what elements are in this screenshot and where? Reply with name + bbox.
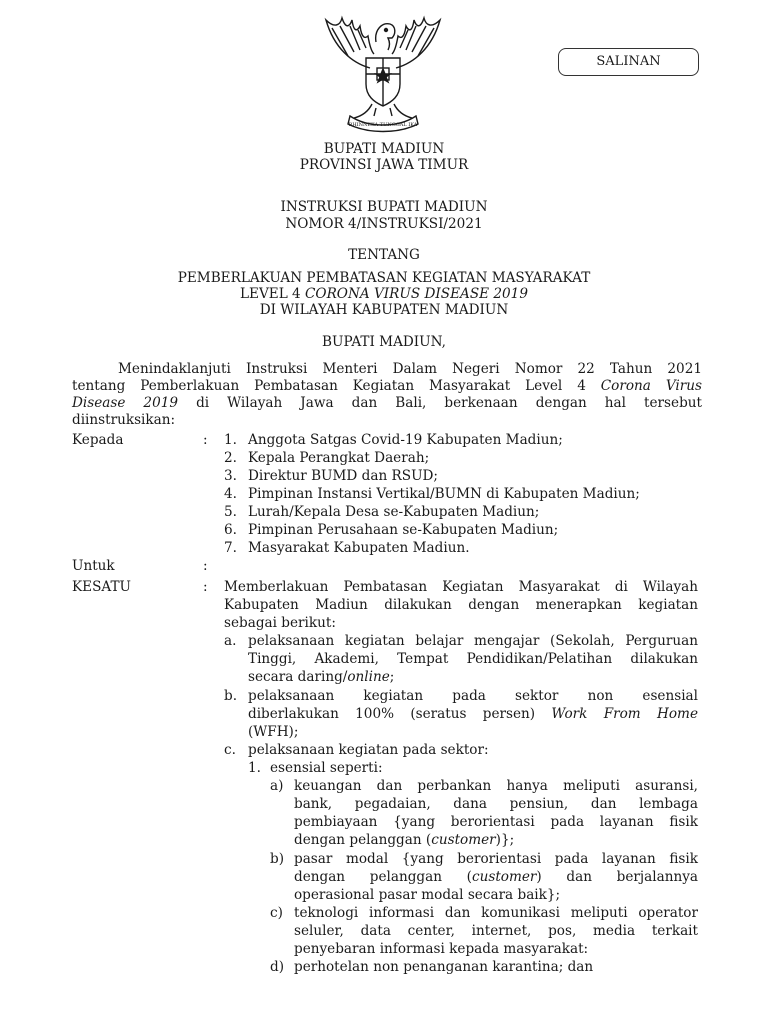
garuda-emblem-graphic	[312, 8, 454, 136]
garuda-emblem	[312, 8, 454, 136]
kepada-item-4: Pimpinan Instansi Vertikal/BUMN di Kabupaten Madiun;	[248, 486, 640, 502]
sub-a-line1: keuangan dan perbankan hanya meliputi asuransi,	[294, 778, 698, 794]
kepada-label: Kepada	[72, 432, 124, 448]
kesatu-intro-line3: sebagai berikut:	[224, 615, 336, 631]
preamble-line4: diinstruksikan:	[72, 412, 176, 428]
kepada-item-num-7: 7.	[224, 540, 237, 556]
point-b-line1: pelaksanaan kegiatan pada sektor non esensial	[248, 688, 698, 704]
sub-a-label: a)	[270, 778, 284, 794]
sub-a-line4: dengan pelanggan (customer)};	[294, 832, 515, 848]
emblem-motto: BHINNEKA TUNGGAL IKA	[348, 122, 418, 128]
header-line1: BUPATI MADIUN	[323, 141, 445, 157]
kepada-item-6: Pimpinan Perusahaan se-Kabupaten Madiun;	[248, 522, 559, 538]
kesatu-colon: :	[203, 579, 208, 595]
sub-c-line3: penyebaran informasi kepada masyarakat:	[294, 941, 589, 957]
subject-line1: PEMBERLAKUAN PEMBATASAN KEGIATAN MASYARAKAT	[177, 270, 591, 286]
point-a-line3: secara daring/online;	[248, 669, 395, 685]
kepada-colon: :	[203, 432, 208, 448]
sub-c-line1: teknologi informasi dan komunikasi meliputi operator	[294, 905, 698, 921]
point-c-label: c.	[224, 742, 236, 758]
point-c-line1: pelaksanaan kegiatan pada sektor:	[248, 742, 489, 758]
subject-line2: LEVEL 4 CORONA VIRUS DISEASE 2019	[240, 286, 528, 302]
point-b-label: b.	[224, 688, 238, 704]
point-a-line1: pelaksanaan kegiatan belajar mengajar (Sekolah, Perguruan	[248, 633, 698, 649]
point-a-line2: Tinggi, Akademi, Tempat Pendidikan/Pelatihan dilakukan	[248, 651, 698, 667]
kesatu-label: KESATU	[72, 579, 131, 595]
kepada-item-3: Direktur BUMD dan RSUD;	[248, 468, 439, 484]
kepada-item-num-3: 3.	[224, 468, 237, 484]
kepada-item-num-6: 6.	[224, 522, 237, 538]
preamble-line3: Disease 2019 di Wilayah Jawa dan Bali, berkenaan dengan hal tersebut	[72, 395, 702, 411]
sub-b-line2: dengan pelanggan (customer) dan berjalannya	[294, 869, 698, 885]
subject-line3: DI WILAYAH KABUPATEN MADIUN	[259, 302, 509, 318]
kepada-item-num-4: 4.	[224, 486, 237, 502]
point-c1-label: 1.	[248, 760, 261, 776]
kepada-item-num-1: 1.	[224, 432, 237, 448]
kesatu-intro-line1: Memberlakuan Pembatasan Kegiatan Masyarakat di Wilayah	[224, 579, 698, 595]
untuk-label: Untuk	[72, 558, 115, 574]
sub-b-label: b)	[270, 851, 285, 867]
sub-a-line2: bank, pegadaian, dana pensiun, dan lembaga	[294, 796, 698, 812]
sub-d-label: d)	[270, 959, 285, 975]
kepada-item-2: Kepala Perangkat Daerah;	[248, 450, 430, 466]
point-b-line2: diberlakukan 100% (seratus persen) Work From Home	[248, 706, 698, 722]
salinan-badge: SALINAN	[558, 48, 699, 76]
kepada-item-1: Anggota Satgas Covid-19 Kabupaten Madiun;	[248, 432, 563, 448]
sub-c-label: c)	[270, 905, 283, 921]
point-c1-text: esensial seperti:	[270, 760, 383, 776]
header-line2: PROVINSI JAWA TIMUR	[299, 157, 469, 173]
kepada-item-5: Lurah/Kepala Desa se-Kabupaten Madiun;	[248, 504, 540, 520]
preamble-line2: tentang Pemberlakuan Pembatasan Kegiatan Masyarakat Level 4 Corona Virus	[72, 378, 702, 394]
sub-d-line1: perhotelan non penanganan karantina; dan	[294, 959, 594, 975]
kesatu-intro-line2: Kabupaten Madiun dilakukan dengan menerapkan kegiatan	[224, 597, 698, 613]
untuk-colon: :	[203, 558, 208, 574]
sub-b-line3: operasional pasar modal secara baik};	[294, 887, 561, 903]
instruction-about: TENTANG	[348, 247, 420, 263]
instruction-title: INSTRUKSI BUPATI MADIUN	[280, 199, 488, 215]
issuer: BUPATI MADIUN,	[322, 334, 446, 350]
kepada-item-num-2: 2.	[224, 450, 237, 466]
kepada-item-7: Masyarakat Kabupaten Madiun.	[248, 540, 470, 556]
sub-a-line3: pembiayaan {yang berorientasi pada layanan fisik	[294, 814, 698, 830]
instruction-number: NOMOR 4/INSTRUKSI/2021	[285, 216, 483, 232]
preamble-line1: Menindaklanjuti Instruksi Menteri Dalam Negeri Nomor 22 Tahun 2021	[118, 361, 702, 377]
sub-b-line1: pasar modal {yang berorientasi pada layanan fisik	[294, 851, 698, 867]
point-a-label: a.	[224, 633, 237, 649]
sub-c-line2: seluler, data center, internet, pos, media terkait	[294, 923, 698, 939]
kepada-item-num-5: 5.	[224, 504, 237, 520]
point-b-line3: (WFH);	[248, 724, 299, 740]
